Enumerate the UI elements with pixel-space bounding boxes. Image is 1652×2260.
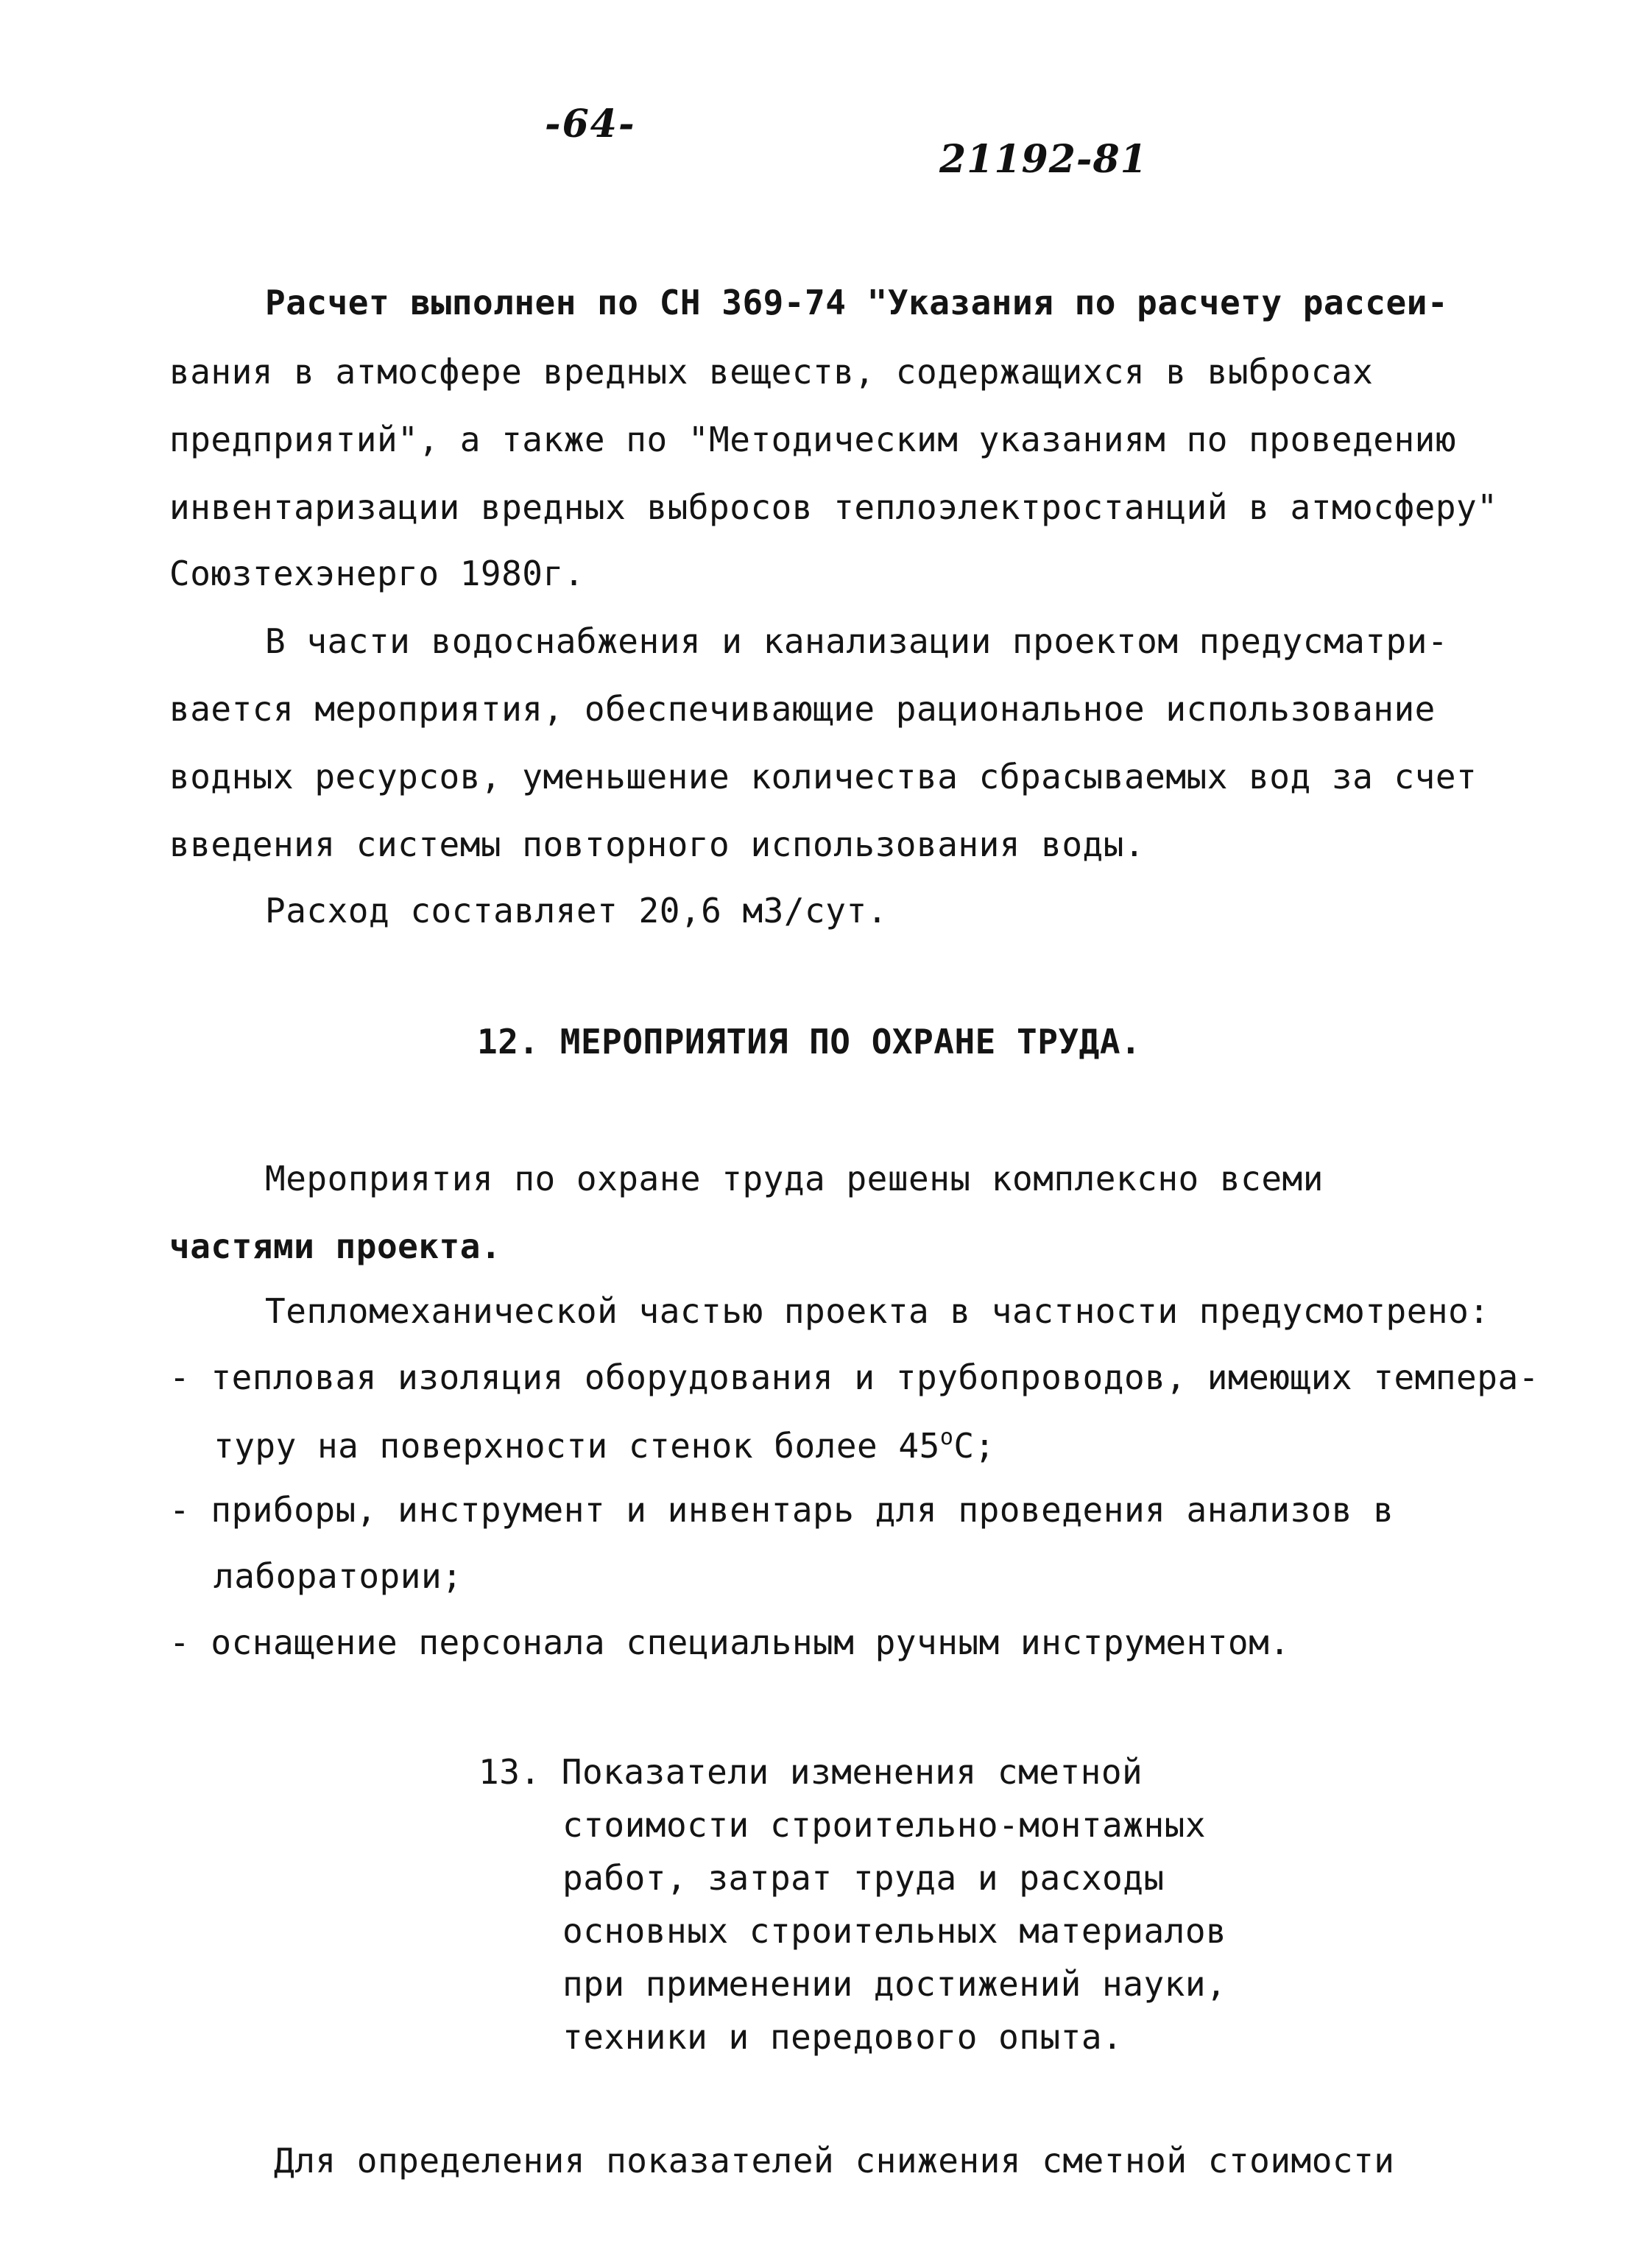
paragraph-1-line-3: предприятий", а также по "Методическим указаниям по проведению <box>169 420 1457 459</box>
bullet-1-line-1: - тепловая изоляция оборудования и трубопроводов, имеющих темпера- <box>169 1357 1539 1397</box>
section-13-heading-line-2: стоимости строительно-монтажных <box>562 1805 1207 1845</box>
paragraph-2-line-2: вается мероприятия, обеспечивающие рациональное использование <box>169 689 1436 729</box>
bullet-1-unit: С; <box>953 1426 995 1466</box>
paragraph-6: Для определения показателей снижения сметной стоимости <box>274 2141 1395 2180</box>
bullet-3-line-1: - оснащение персонала специальным ручным инструментом. <box>169 1622 1291 1662</box>
paragraph-3: Расход составляет 20,6 м3/сут. <box>265 891 888 931</box>
bullet-1-text: туру на поверхности стенок более 45 <box>213 1426 940 1466</box>
paragraph-2-line-4: введения системы повторного использования воды. <box>169 824 1146 864</box>
paragraph-2-line-3: водных ресурсов, уменьшение количества сбрасываемых вод за счет <box>169 757 1478 797</box>
paragraph-1-line-4: инвентаризации вредных выбросов теплоэлектростанций в атмосферу" <box>169 487 1498 527</box>
bullet-1-line-2 <box>213 1424 995 1466</box>
section-12-heading: 12. МЕРОПРИЯТИЯ ПО ОХРАНЕ ТРУДА. <box>477 1022 1142 1062</box>
paragraph-2-line-1: В части водоснабжения и канализации проектом предусматри- <box>265 621 1449 661</box>
section-13-heading-line-6: техники и передового опыта. <box>562 2017 1123 2057</box>
paragraph-1-line-5: Союзтехэнерго 1980г. <box>169 554 585 593</box>
page-number: -64- <box>545 102 636 146</box>
section-13-heading-line-4: основных строительных материалов <box>562 1911 1227 1951</box>
section-13-heading-line-3: работ, затрат труда и расходы <box>562 1858 1165 1898</box>
section-13-heading-line-1: 13. Показатели изменения сметной <box>479 1752 1143 1792</box>
paragraph-5: Тепломеханической частью проекта в частности предусмотрено: <box>265 1291 1490 1331</box>
paragraph-4-line-2: частями проекта. <box>169 1226 502 1266</box>
paragraph-1-line-2: вания в атмосфере вредных веществ, содержащихся в выбросах <box>169 352 1374 392</box>
paragraph-1-line-1: Расчет выполнен по СН 369-74 "Указания по расчету рассеи- <box>265 283 1449 322</box>
degree-superscript: о <box>939 1424 954 1450</box>
bullet-2-line-1: - приборы, инструмент и инвентарь для проведения анализов в <box>169 1490 1394 1530</box>
document-code: 21192-81 <box>939 137 1148 182</box>
bullet-2-line-2: лаборатории; <box>213 1556 463 1596</box>
section-13-heading-line-5: при применении достижений науки, <box>562 1964 1227 2004</box>
paragraph-4-line-1: Мероприятия по охране труда решены комплексно всеми <box>265 1159 1324 1198</box>
